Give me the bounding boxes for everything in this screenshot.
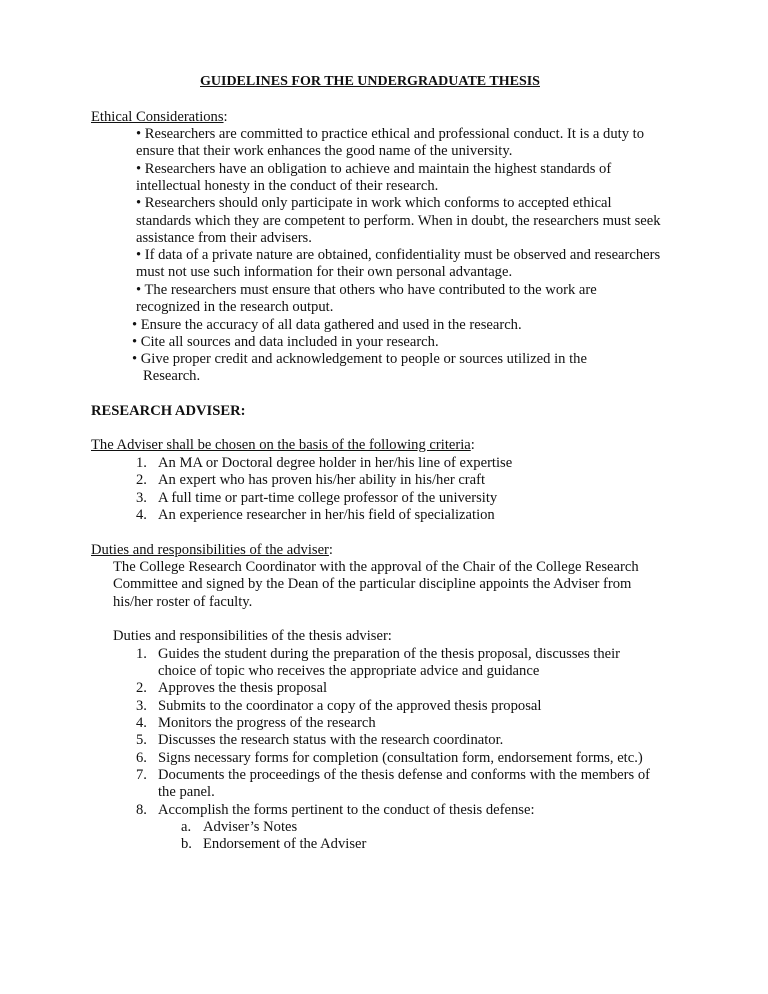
criteria-text: An experience researcher in her/his field of specialization [158, 507, 495, 523]
duty-text: Signs necessary forms for completion (consultation form, endorsement forms, etc.) [158, 750, 643, 766]
duties-paragraph-line-1: The College Research Coordinator with the approval of the Chair of the College Research [113, 559, 639, 575]
ethical-bullet-3-line-2: standards which they are competent to perform. When in doubt, the researchers must seek [136, 213, 661, 229]
research-adviser-heading: RESEARCH ADVISER: [91, 403, 246, 419]
criteria-text: A full time or part-time college professor of the university [158, 490, 498, 506]
duty-text: Monitors the progress of the research [158, 715, 376, 731]
subitem-letter: a. [181, 819, 192, 835]
ethical-heading-colon: : [223, 109, 228, 125]
duty-text: Guides the student during the preparation of the thesis proposal, discusses their [158, 646, 621, 662]
criteria-item [136, 472, 147, 489]
ethical-heading-text: Ethical Considerations [91, 109, 224, 125]
duty-text: Approves the thesis proposal [158, 680, 328, 696]
duty-number: 5. [136, 732, 147, 748]
duty-number: 3. [136, 698, 147, 714]
ethical-bullet-1-line-1: • Researchers are committed to practice ethical and professional conduct. It is a duty to [136, 126, 645, 142]
thesis-adviser-duties-subheading: Duties and responsibilities of the thesis adviser: [113, 628, 392, 644]
subitem-letter: b. [181, 836, 192, 852]
criteria-item [136, 490, 147, 507]
duty-number: 1. [136, 646, 147, 662]
criteria-text: An MA or Doctoral degree holder in her/his line of expertise [158, 455, 513, 471]
criteria-heading [91, 437, 475, 454]
ethical-bullet-2-line-1: • Researchers have an obligation to achieve and maintain the highest standards of [136, 161, 612, 177]
ethical-bullet-4-line-2: must not use such information for their own personal advantage. [136, 264, 513, 280]
duties-paragraph-line-2: Committee and signed by the Dean of the particular discipline appoints the Adviser from [113, 576, 632, 592]
ethical-bullet-1-line-2: ensure that their work enhances the good name of the university. [136, 143, 513, 159]
duty-number: 8. [136, 802, 147, 818]
criteria-number: 4. [136, 507, 147, 523]
criteria-item [136, 455, 147, 472]
duty-text: Documents the proceedings of the thesis defense and conforms with the members of [158, 767, 650, 783]
ethical-bullet-5-line-2: recognized in the research output. [136, 299, 334, 315]
ethical-bullet-6: • Ensure the accuracy of all data gathered and used in the research. [132, 317, 522, 333]
duty-number: 7. [136, 767, 147, 783]
ethical-heading [91, 109, 228, 126]
criteria-number: 3. [136, 490, 147, 506]
subitem-text: Endorsement of the Adviser [203, 836, 367, 852]
ethical-bullet-3-line-1: • Researchers should only participate in work which conforms to accepted ethical [136, 195, 612, 211]
duty-text: Discusses the research status with the research coordinator. [158, 732, 504, 748]
document-title: GUIDELINES FOR THE UNDERGRADUATE THESIS [200, 74, 540, 89]
ethical-bullet-5-line-1: • The researchers must ensure that others who have contributed to the work are [136, 282, 597, 298]
subitem-text: Adviser’s Notes [203, 819, 298, 835]
ethical-bullet-2-line-2: intellectual honesty in the conduct of their research. [136, 178, 439, 194]
criteria-number: 2. [136, 472, 147, 488]
ethical-bullet-3-line-3: assistance from their advisers. [136, 230, 312, 246]
criteria-text: An expert who has proven his/her ability in his/her craft [158, 472, 486, 488]
duty-text: Accomplish the forms pertinent to the conduct of thesis defense: [158, 802, 535, 818]
duty-text: the panel. [158, 784, 215, 800]
ethical-bullet-4-line-1: • If data of a private nature are obtained, confidentiality must be observed and researchers [136, 247, 661, 263]
ethical-bullet-8-line-2: Research. [143, 368, 201, 384]
duty-number: 2. [136, 680, 147, 696]
duty-number: 4. [136, 715, 147, 731]
duties-heading-text: Duties and responsibilities of the adviser [91, 542, 329, 558]
duties-heading [91, 542, 333, 559]
duties-paragraph-line-3: his/her roster of faculty. [113, 594, 253, 610]
duty-text: Submits to the coordinator a copy of the approved thesis proposal [158, 698, 542, 714]
duty-text: choice of topic who receives the appropriate advice and guidance [158, 663, 540, 679]
duty-number: 6. [136, 750, 147, 766]
ethical-bullet-8-line-1: • Give proper credit and acknowledgement to people or sources utilized in the [132, 351, 587, 367]
criteria-item [136, 507, 147, 524]
duties-heading-colon: : [328, 542, 333, 558]
ethical-bullet-7: • Cite all sources and data included in your research. [132, 334, 439, 350]
criteria-heading-colon: : [470, 437, 475, 453]
criteria-heading-text: The Adviser shall be chosen on the basis of the following criteria [91, 437, 471, 453]
criteria-number: 1. [136, 455, 147, 471]
